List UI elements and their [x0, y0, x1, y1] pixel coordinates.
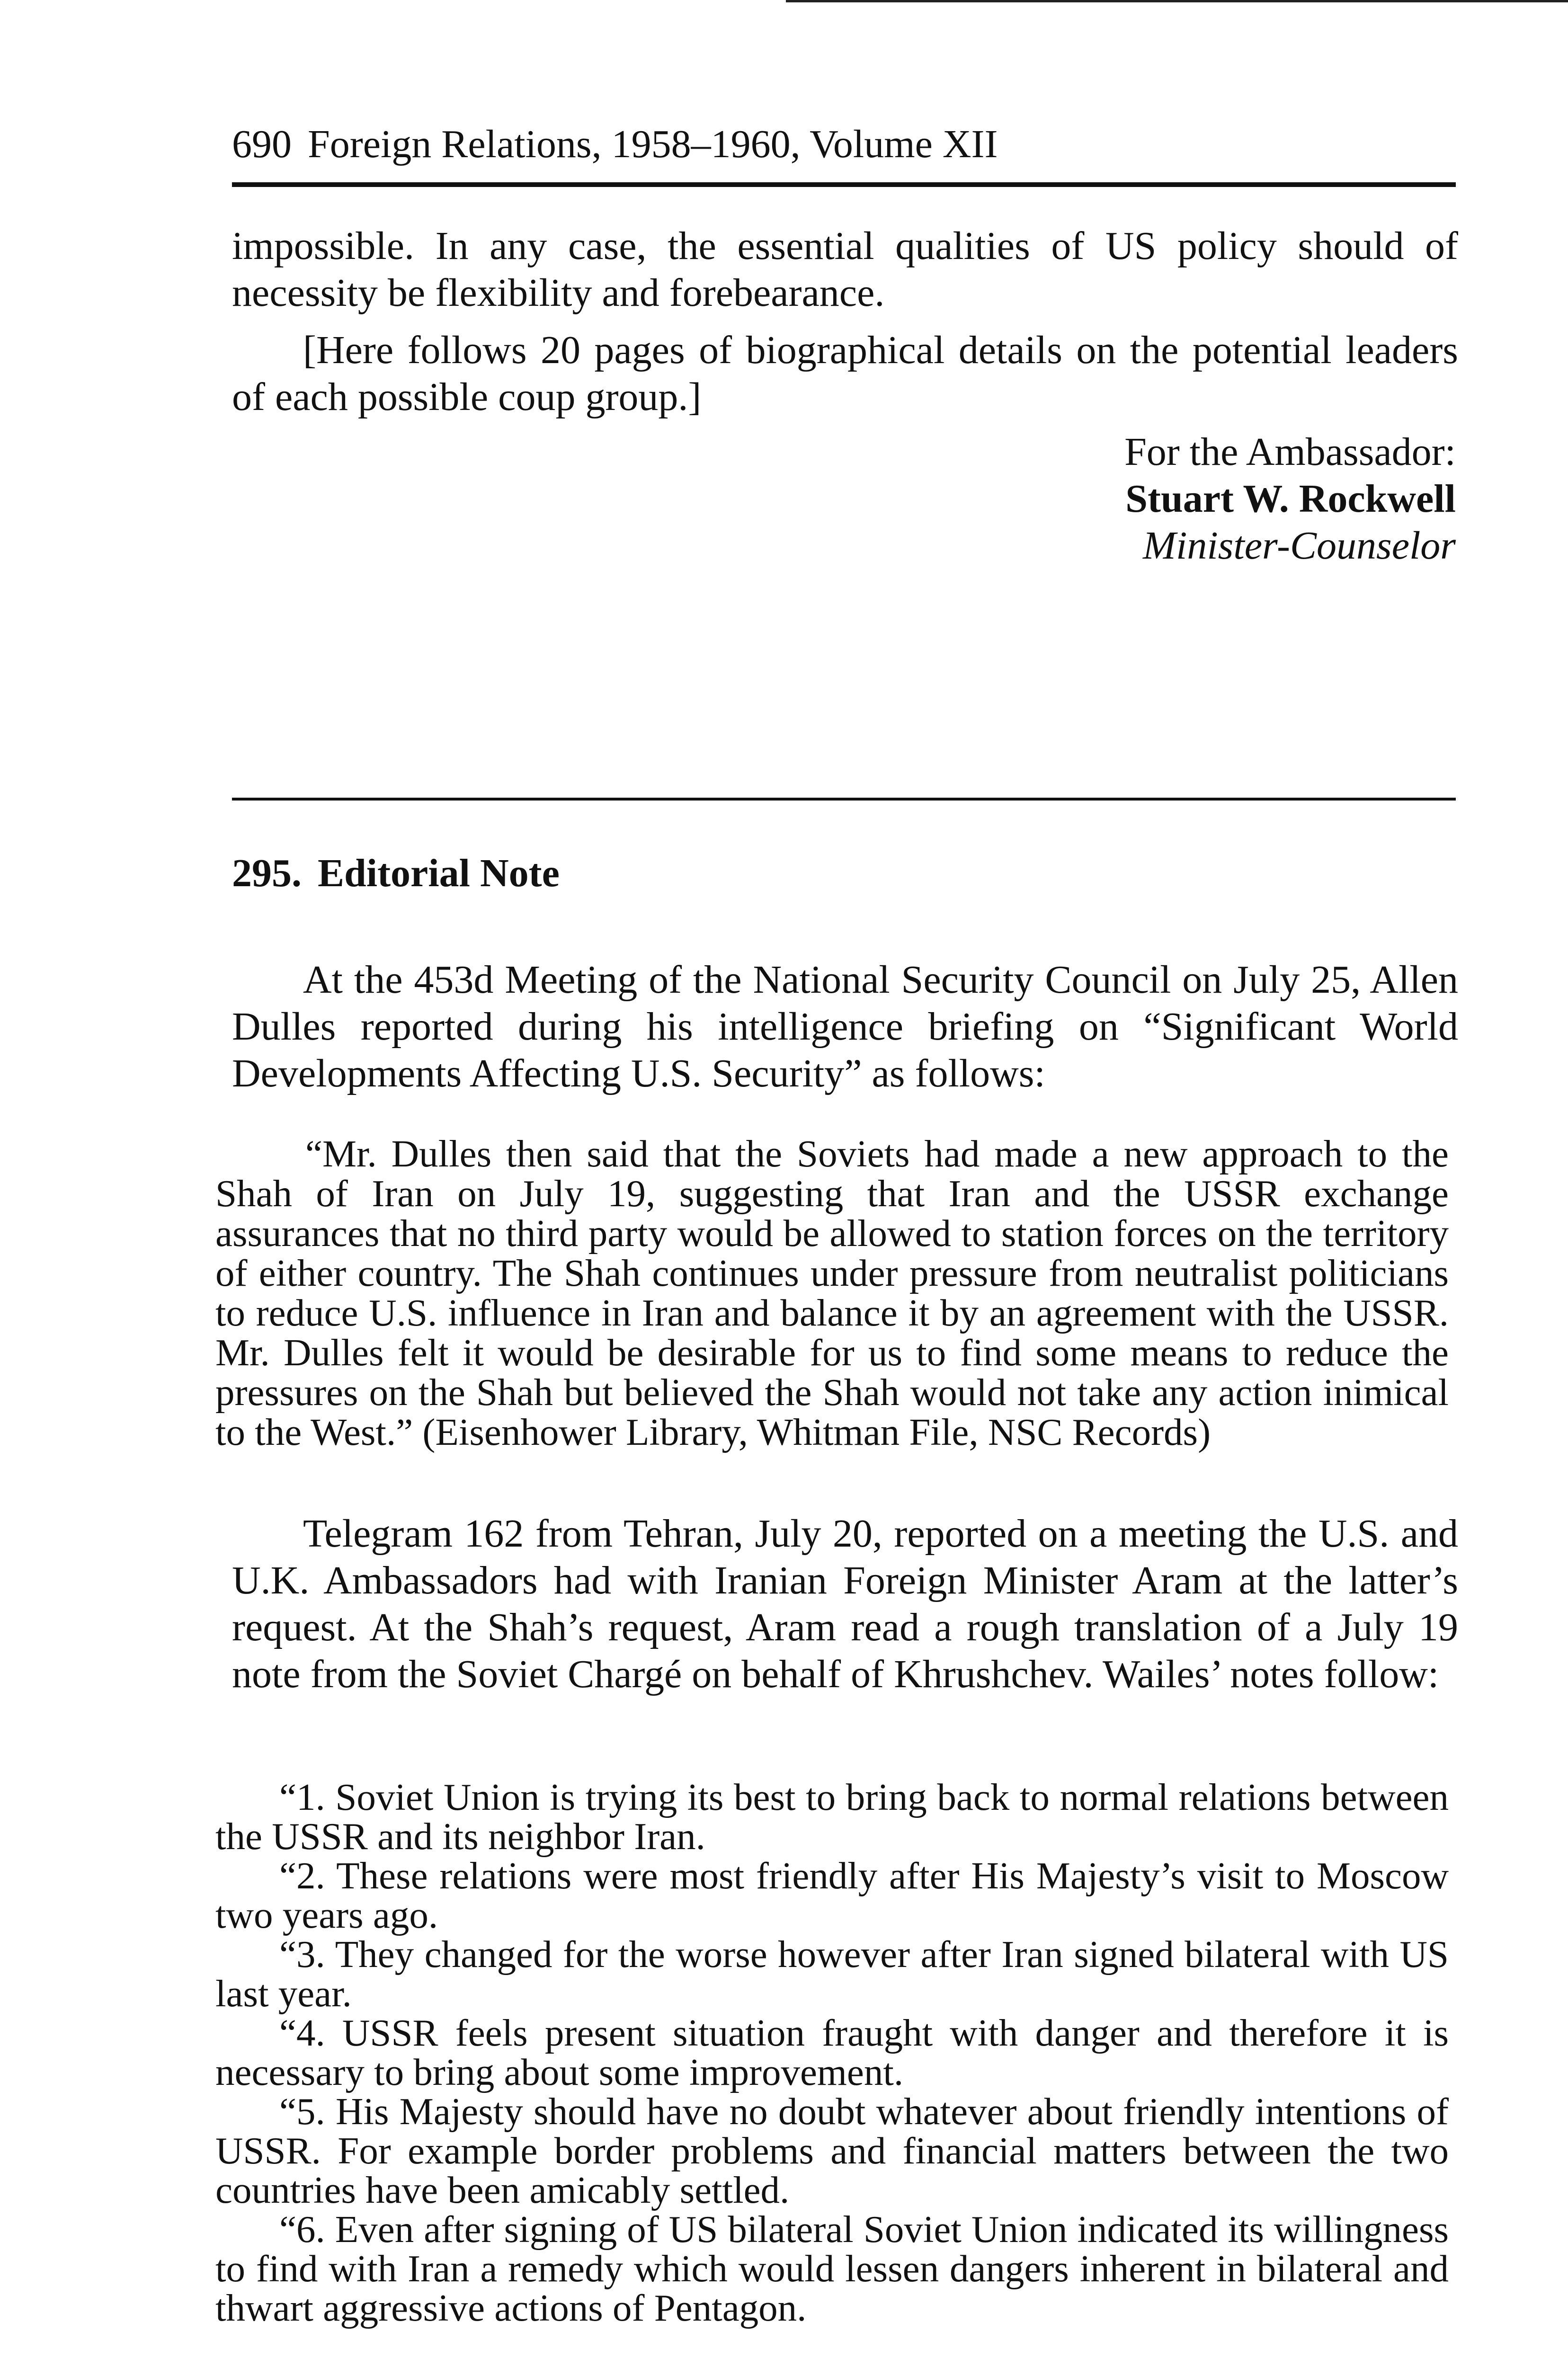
section-heading [232, 847, 560, 899]
continuation-paragraph: impossible. In any case, the essential qualities of US policy should of necessity be flexibility and forebearance. [232, 224, 1458, 315]
header-rule [232, 182, 1456, 187]
block-quote: “Mr. Dulles then said that the Soviets had made a new approach to the Shah of Iran on July 19, suggesting that Iran and the USSR exchange assurances that no third party would be allowed to station forces on the territory of either country. The Shah continues under pressure from neutralist politicians to reduce U.S. influence in Iran and balance it by an agreement with the USSR. Mr. Dulles felt it would be desirable for us to find some means to reduce the pressures on the Shah but believed the Shah would not take any action inimical to the West.” (Eisenhower Library, Whitman File, NSC Records) [215, 1132, 1449, 1453]
section-title: Editorial Note [318, 851, 560, 895]
list-item: “1. Soviet Union is trying its best to bring back to normal relations between the USSR and its neighbor Iran. [215, 1776, 1449, 1858]
section-divider [232, 798, 1456, 801]
top-edge-rule [786, 0, 1568, 2]
page-number: 690 [232, 122, 292, 166]
list-item: “2. These relations were most friendly after His Majesty’s visit to Moscow two years ago. [215, 1854, 1449, 1936]
list-item: “5. His Majesty should have no doubt whatever about friendly intentions of USSR. For example border problems and financial matters between the two countries have been amicably settled. [215, 2090, 1449, 2211]
bracketed-note: [Here follows 20 pages of biographical details on the potential leaders of each possible coup group.] [232, 328, 1458, 419]
intro-paragraph: At the 453d Meeting of the National Security Council on July 25, Allen Dulles reported during his intelligence briefing on “Significant World Developments Affecting U.S. Security” as follows: [232, 958, 1458, 1095]
section-number: 295. [232, 851, 302, 895]
notes-list [215, 1778, 1449, 2328]
signature-block [757, 428, 1456, 569]
signature-line: For the Ambassador: [1124, 430, 1456, 474]
running-title: Foreign Relations, 1958–1960, Volume XII [308, 122, 998, 166]
list-item: “6. Even after signing of US bilateral Soviet Union indicated its willingness to find with Iran a remedy which would lessen dangers inherent in bilateral and thwart aggressive actions of Pentagon. [215, 2208, 1449, 2329]
list-item: “4. USSR feels present situation fraught with danger and therefore it is necessary to bring about some improvement. [215, 2011, 1449, 2093]
signature-title: Minister-Counselor [1143, 524, 1456, 568]
telegram-paragraph: Telegram 162 from Tehran, July 20, reported on a meeting the U.S. and U.K. Ambassadors had with Iranian Foreign Minister Aram at the latter’s request. At the Shah’s request, Aram read a rough translation of a July 19 note from the Soviet Chargé on behalf of Khrushchev. Wailes’ notes follow: [232, 1512, 1458, 1696]
running-header [232, 118, 1458, 170]
signature-name: Stuart W. Rockwell [1125, 477, 1456, 521]
list-item: “3. They changed for the worse however after Iran signed bilateral with US last year. [215, 1933, 1449, 2015]
